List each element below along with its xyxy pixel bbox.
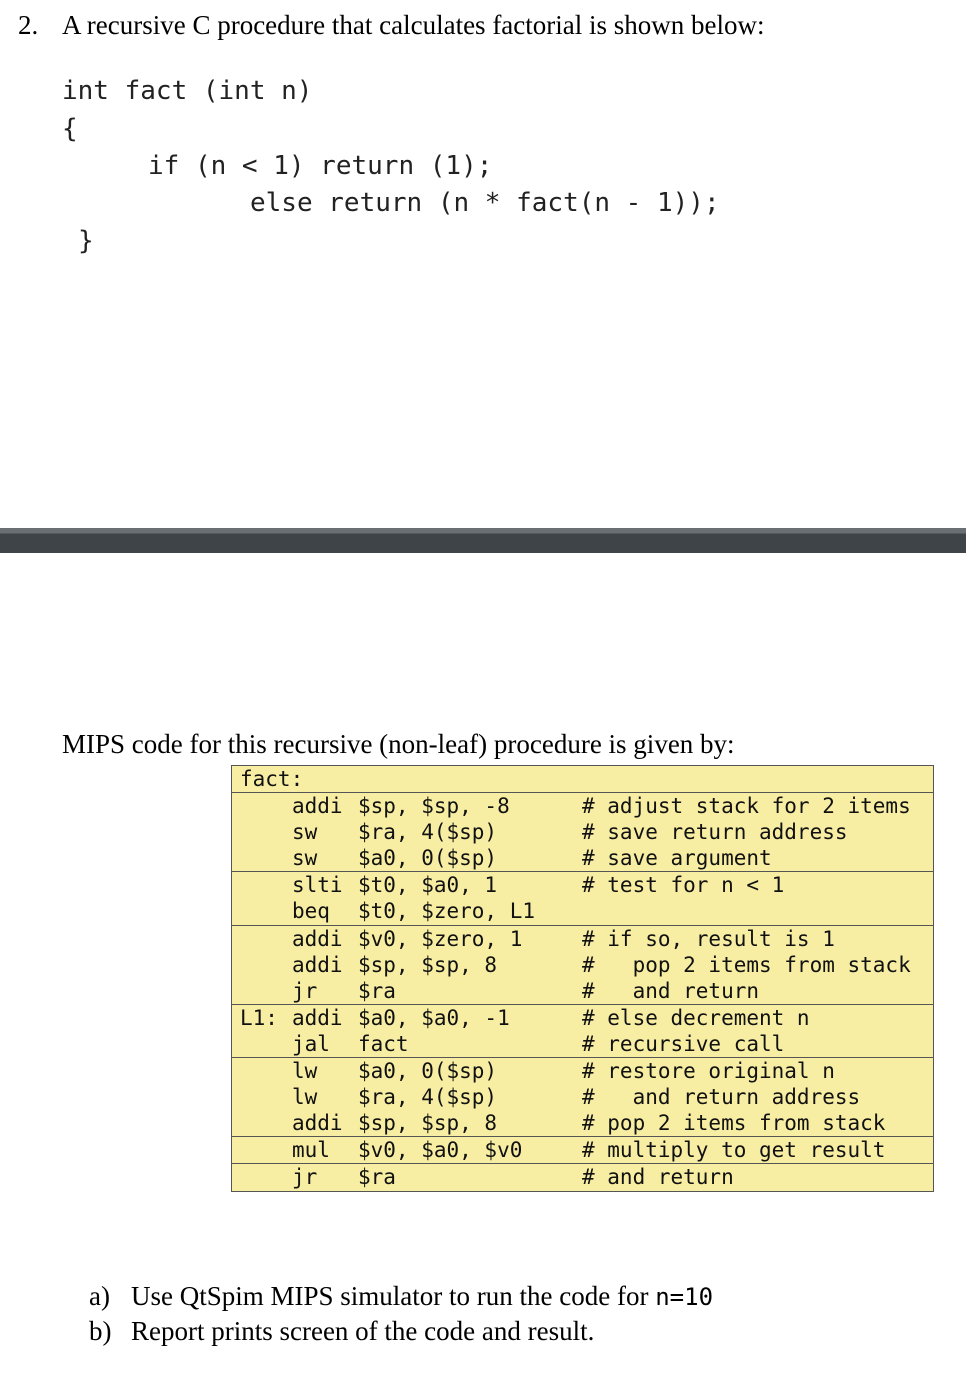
mips-row — [232, 871, 933, 898]
mips-operands: $ra, 4($sp) — [358, 820, 498, 845]
mips-opcode: jr — [292, 1165, 318, 1190]
mips-opcode: jal — [292, 1031, 330, 1056]
mips-operands: $v0, $zero, 1 — [358, 926, 523, 951]
mips-operands: $t0, $zero, L1 — [358, 899, 536, 924]
c-code-line: if (n < 1) return (1); — [148, 151, 493, 181]
mips-row — [232, 978, 933, 1004]
mips-opcode: addi — [292, 952, 343, 977]
mips-operands: $v0, $a0, $v0 — [358, 1138, 523, 1163]
mips-opcode: addi — [292, 926, 343, 951]
mips-operands: $a0, 0($sp) — [358, 1059, 498, 1084]
mips-comment: # multiply to get result — [582, 1138, 886, 1163]
question-number: 2. — [18, 10, 39, 40]
mips-comment: # if so, result is 1 — [582, 926, 835, 951]
mips-opcode: addi — [292, 1111, 343, 1136]
mips-opcode: jr — [292, 978, 318, 1003]
mips-operands: $sp, $sp, 8 — [358, 952, 498, 977]
c-code-line: } — [78, 226, 94, 256]
c-code-line: int fact (int n) — [62, 76, 313, 106]
mips-row — [232, 1110, 933, 1136]
mips-row — [232, 845, 933, 871]
mips-comment: # test for n < 1 — [582, 873, 785, 898]
mips-opcode: mul — [292, 1138, 330, 1163]
mips-operands: $sp, $sp, -8 — [358, 794, 510, 819]
mips-comment: # recursive call — [582, 1031, 785, 1056]
mips-opcode: sw — [292, 820, 318, 845]
mips-row — [232, 952, 933, 978]
mips-opcode: addi — [292, 1005, 343, 1030]
mips-operands: $ra — [358, 978, 396, 1003]
mips-label: fact: — [240, 767, 304, 791]
mips-operands: $ra, 4($sp) — [358, 1085, 498, 1110]
mips-row — [232, 1004, 933, 1031]
mips-label: L1: — [240, 1005, 278, 1030]
mips-row — [232, 1163, 933, 1190]
mips-operands: fact — [358, 1031, 409, 1056]
mips-row — [232, 1084, 933, 1110]
mips-row — [232, 819, 933, 845]
mips-operands: $t0, $a0, 1 — [358, 873, 498, 898]
mips-comment: # else decrement n — [582, 1005, 810, 1030]
mips-comment: # save return address — [582, 820, 848, 845]
mips-comment: # save argument — [582, 846, 772, 871]
mips-row — [232, 898, 933, 924]
task-letter: a) — [89, 1281, 110, 1311]
mips-operands: $ra — [358, 1165, 396, 1190]
mips-row — [232, 1031, 933, 1057]
mips-row — [232, 1136, 933, 1163]
mips-comment: # and return — [582, 1165, 734, 1190]
task-text: Use QtSpim MIPS simulator to run the code for — [131, 1281, 656, 1311]
mips-code-table — [231, 765, 934, 1192]
question-text: A recursive C procedure that calculates factorial is shown below: — [62, 10, 765, 40]
mips-opcode: slti — [292, 873, 343, 898]
mips-operands: $a0, 0($sp) — [358, 846, 498, 871]
mips-row — [232, 925, 933, 952]
mips-operands: $sp, $sp, 8 — [358, 1111, 498, 1136]
mips-operands: $a0, $a0, -1 — [358, 1005, 510, 1030]
mips-row — [232, 766, 933, 792]
mips-comment: # and return address — [582, 1085, 861, 1110]
mips-row — [232, 792, 933, 819]
mips-opcode: lw — [292, 1085, 318, 1110]
mips-opcode: lw — [292, 1059, 318, 1084]
mips-intro: MIPS code for this recursive (non-leaf) procedure is given by: — [62, 729, 735, 759]
c-code-line: else return (n * fact(n - 1)); — [250, 188, 720, 218]
mips-comment: # pop 2 items from stack — [582, 952, 911, 977]
mips-comment: # restore original n — [582, 1059, 835, 1084]
mips-comment: # adjust stack for 2 items — [582, 794, 911, 819]
task-code: n=10 — [655, 1283, 714, 1311]
mips-opcode: beq — [292, 899, 330, 924]
task-text: Report prints screen of the code and result. — [131, 1316, 595, 1346]
mips-opcode: sw — [292, 846, 318, 871]
mips-opcode: addi — [292, 794, 343, 819]
task-letter: b) — [89, 1316, 112, 1346]
mips-row — [232, 1057, 933, 1084]
page-divider — [0, 528, 966, 553]
c-code-line: { — [62, 114, 78, 144]
mips-comment: # and return — [582, 978, 760, 1003]
mips-comment: # pop 2 items from stack — [582, 1111, 886, 1136]
